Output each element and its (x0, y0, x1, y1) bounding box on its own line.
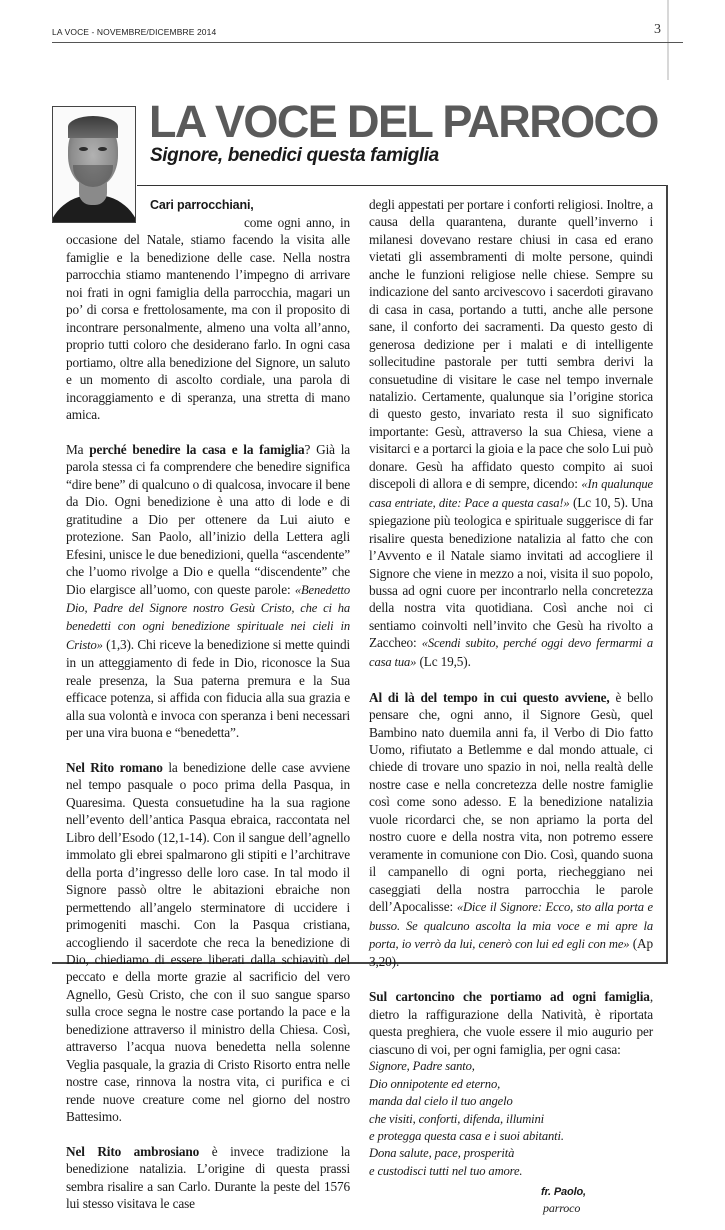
paragraph (369, 196, 653, 671)
article-column-right (369, 196, 653, 1216)
bold-lead: Al di là del tempo in cui questo avviene, (369, 689, 610, 705)
running-header: LA VOCE - NOVEMBRE/DICEMBRE 2014 (52, 27, 217, 37)
photo-hair (68, 116, 118, 138)
page-title: LA VOCE DEL PARROCO (149, 96, 658, 147)
header-rule (52, 42, 683, 43)
page-number: 3 (654, 22, 661, 37)
text-run: (1,3). Chi riceve la benedizione si mette quindi in un atteggiamento di fede in Dio, riconosce la Sua reale presenza, la Sua paterna premura e la Sua efficace potenza, si affida con fiducia alla sua grazia e alla sua volontà e invoca con speranza i beni necessari per una vira buona e “benedetta”. (66, 636, 350, 741)
paragraph (66, 1143, 350, 1213)
prayer-line: e custodisci tutti nel tuo amore. (369, 1163, 523, 1178)
prayer-line: e protegga questa casa e i suoi abitanti. (369, 1128, 564, 1143)
quotation: «Scendi subito, perché oggi devo fermarmi a casa tua» (369, 636, 653, 669)
photo-eye (98, 147, 107, 151)
prayer-line: manda dal cielo il tuo angelo (369, 1094, 513, 1109)
text-run: è bello pensare che, ogni anno, il Signore Gesù, quel Bambino nato duemila anni fa, il Verbo di Dio fatto Uomo, rifiutato a Betlemme e dal mondo attuale, ci chiede di trovare uno spazio in noi, nella realtà delle nostre case e nella concretezza delle nostre famiglie così come sono adesso. E la benedizione natalizia vuole ricordarci che, se non apriamo la porta del nostro cuore e della nostra vita, non potremo essere veramente in comunione con Dio. Così, quando suona il campanello di ogni porta, riecheggiano nei caseggiati della nostra parrocchia le parole dell’Apocalisse: (369, 689, 653, 915)
signature (541, 1184, 653, 1216)
signature-role: parroco (543, 1201, 581, 1216)
photo-spacer (66, 214, 150, 231)
text-run: ? Già la parola stessa ci fa comprendere che benedire significa “dire bene” di qualcuno o di qualcosa, invocare il bene da Dio. Ogni benedizione è una atto di lode e di gratitudine a Dio per ottenere da Lui aiuto e protezione. San Paolo, all’inizio della Lettera agli Efesini, unisce le due benedizioni, quella “ascendente” che l’uomo rivolge a Dio e quella “discendente” che Dio elargisce all’uomo, con queste parole: (66, 441, 350, 597)
quotation: «In qualunque casa entriate, dite: Pace a questa casa!» (369, 477, 653, 510)
bold-lead: Sul cartoncino che portiamo ad ogni famiglia (369, 989, 650, 1005)
paragraph (66, 214, 350, 423)
text-run: (Lc 19,5). (416, 653, 471, 669)
page-margin-line (667, 0, 669, 80)
paragraph (66, 441, 350, 742)
prayer-line: Dona salute, pace, prosperità (369, 1146, 515, 1161)
quotation: «Benedetto Dio, Padre del Signore nostro Gesù Cristo, che ci ha benedetti con ogni benedizione spirituale nei cieli in Cristo» (66, 582, 350, 652)
prayer-line: Dio onnipotente ed eterno, (369, 1076, 501, 1091)
text-run: la benedizione delle case avviene nel tempo pasquale o poco prima della Pasqua, in Quaresima. Questa consuetudine ha la sua ragione nell’evento dell’antica Pasqua ebraica, raccontata nel Libro dell’Esodo (12,1-14). Con il sangue dell’agnello immolato gli ebrei spalmarono gli stipiti e l’architrave della porta d’ingresso delle loro case. In tal modo il Signore passò oltre le abitazioni ebraiche non permettendo all’angelo sterminatore di uccidere i primogeniti maschi. Con la Pasqua cristiana, accogliendo il sacerdote che reca la benedizione di Dio, chiediamo di essere liberati dalla schiavitù del peccato e della morte grazie al sacrificio del vero Agnello, Gesù Cristo, che con il suo sangue sparso sulla croce segna le nostre case portando la pace e la benedizione attraverso il ministro della Chiesa. Così, attraverso l’acqua nuova benedetta nella solenne Veglia pasquale, la grazia di Cristo Risorto entra nelle nostre case, rinnova la nostra vita, ci purifica e ci rende nuove creature come nel giorno del nostro Battesimo. (66, 760, 350, 1125)
prayer-line: Signore, Padre santo, (369, 1059, 475, 1074)
paragraph (369, 689, 653, 971)
photo-eye (79, 147, 88, 151)
article-box-right (666, 185, 668, 963)
bold-lead: Nel Rito ambrosiano (66, 1143, 200, 1159)
greeting: Cari parrocchiani, (150, 198, 254, 212)
quotation: «Dice il Signore: Ecco, sto alla porta e busso. Se qualcuno ascolta la mia voce e mi apre la porta, io verrò da lui, cenerò con lui ed egli con me» (369, 900, 653, 952)
article-subtitle: Signore, benedici questa famiglia (150, 145, 439, 166)
text-run: (Ap 3,20). (369, 936, 653, 970)
text-run: (Lc 10, 5). Una spiegazione più teologica e spirituale suggerisce di far risalire questa benedizione natalizia al fatto che con l’Avvento e il Natale siamo invitati ad accogliere il Signore che viene in mezzo a noi, visita il suo popolo, bussa ad ogni cuore per incontrarlo nella concretezza della nostra vita quotidiana. Così anche noi ci sentiamo coinvolti nell’invito che Gesù ha rivolto a Zaccheo: (369, 494, 653, 651)
article-box-top (137, 185, 668, 186)
text-run: come ogni anno, in occasione del Natale, stiamo facendo la visita alle famiglie e la benedizione delle case. Nella nostra parrocchia stiamo mantenendo l’impegno di arrivare noi frati in ogni famiglia della parrocchia, magari un po’ di corsa e frettolosamente, ma con il proposito di incontrare personalmente, almeno una volta all’anno, proprio tutti coloro che desiderano farlo. In ogni casa portiamo, oltre alla benedizione del Signore, un saluto e un momento di ascolto cordiale, una parola di incoraggiamento e di speranza, una stretta di mano amica. (66, 215, 350, 422)
paragraph (66, 759, 350, 1126)
text-run: , dietro la raffigurazione della Natività, è riportata questa preghiera, che vuole essere il mio augurio per ciascuno di voi, per ogni famiglia, per ogni casa: (369, 989, 653, 1057)
signature-name: fr. Paolo, (541, 1186, 586, 1199)
prayer-line: che visiti, conforti, difenda, illumini (369, 1111, 544, 1126)
bold-lead: perché benedire la casa e la famiglia (89, 441, 305, 457)
article-column-left (66, 196, 350, 1230)
paragraph (369, 988, 653, 1058)
bold-lead: Nel Rito romano (66, 760, 163, 776)
text-run: Ma (66, 441, 90, 457)
text-run: è invece tradizione la benedizione natalizia. L’origine di questa prassi sembra risalire a san Carlo. Durante la peste del 1576 lui stesso visitava le case (66, 1143, 350, 1212)
text-run: degli appestati per portare i conforti religiosi. Inoltre, a causa della quarantena, durante quell’inverno i milanesi dovevano restare chiusi in casa ed erano vietati gli assembramenti di molte persone, quindi anche le funzioni religiose nelle chiese. Sempre su indicazione del santo arcivescovo i sacerdoti giravano di casa in casa, portando a tutti, anche alle persone sane, il conforto dei sacramenti. Da questo gesto di generosa dedizione per i malati e di intelligente sollecitudine pastorale per tutti sembra derivi la consuetudine di visitare le case nel tempo invernale natalizio. Certamente, qualunque sia l’origine storica di questo gesto, invariato resta il suo significato importante: Gesù, attraverso la sua Chiesa, viene a visitarci e a portarci la gioia e la pace che solo Lui può donare. Gesù ha affidato questo compito ai suoi discepoli di allora e di sempre, dicendo: (369, 197, 653, 492)
